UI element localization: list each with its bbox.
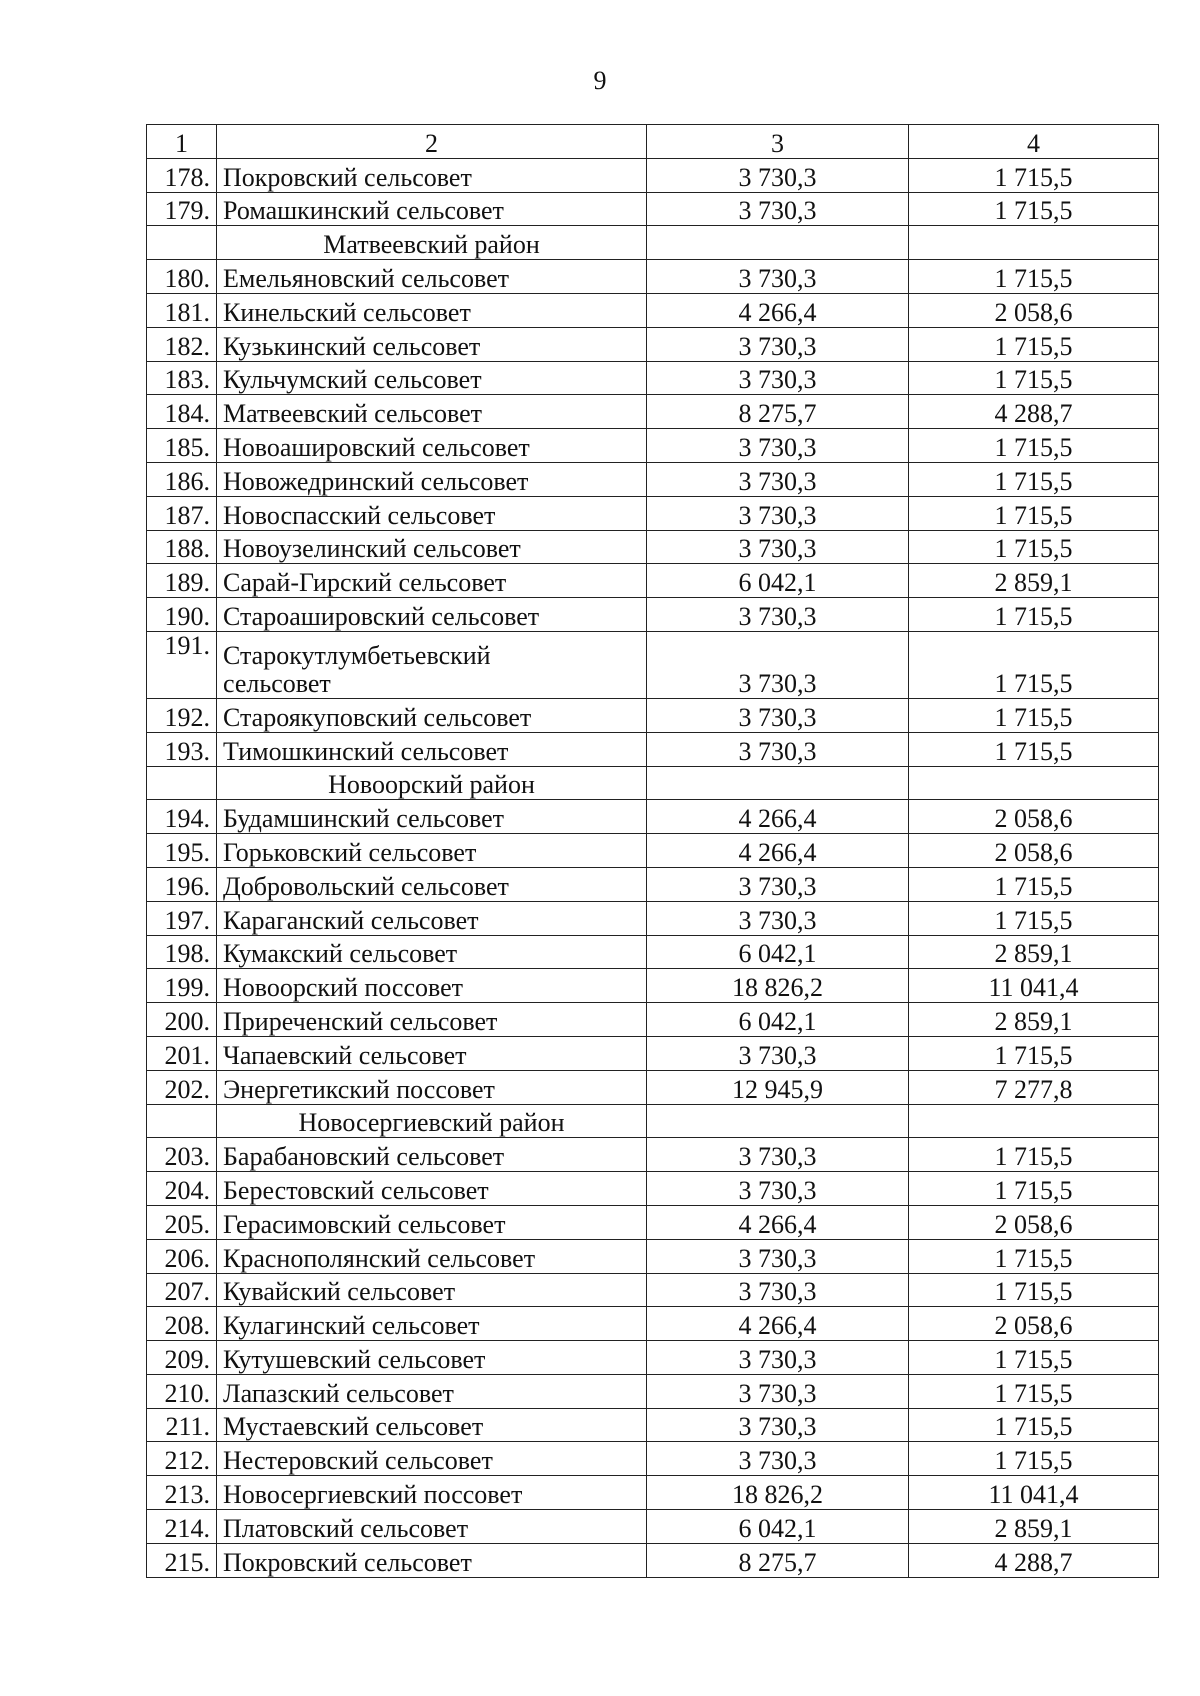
municipality-name: Кутушевский сельсовет <box>217 1341 647 1375</box>
municipality-name: Будамшинский сельсовет <box>217 800 647 834</box>
table-row <box>147 969 1159 1003</box>
row-number: 195. <box>147 834 217 868</box>
municipality-name: Приреченский сельсовет <box>217 1003 647 1037</box>
row-number: 212. <box>147 1442 217 1476</box>
table-row <box>147 1476 1159 1510</box>
table-row <box>147 631 1159 698</box>
value-col3: 3 730,3 <box>647 496 909 530</box>
municipality-name: Лапазский сельсовет <box>217 1374 647 1408</box>
value-col4: 1 715,5 <box>909 1408 1159 1442</box>
municipality-name: Староашировский сельсовет <box>217 598 647 632</box>
municipality-name: Новожедринский сельсовет <box>217 462 647 496</box>
municipality-name: Горьковский сельсовет <box>217 834 647 868</box>
value-col4: 1 715,5 <box>909 1172 1159 1206</box>
table-row <box>147 1442 1159 1476</box>
table-row <box>147 698 1159 732</box>
municipality-name: Кульчумский сельсовет <box>217 361 647 395</box>
row-number: 188. <box>147 530 217 564</box>
value-col3: 8 275,7 <box>647 395 909 429</box>
row-number: 200. <box>147 1003 217 1037</box>
municipality-name: Энергетикский поссовет <box>217 1070 647 1104</box>
table-row <box>147 1408 1159 1442</box>
row-number: 209. <box>147 1341 217 1375</box>
table-row <box>147 800 1159 834</box>
value-col4: 1 715,5 <box>909 429 1159 463</box>
district-name: Новоорский район <box>217 766 647 800</box>
row-number: 181. <box>147 293 217 327</box>
municipality-name: Покровский сельсовет <box>217 158 647 192</box>
value-col3: 3 730,3 <box>647 1036 909 1070</box>
table-row <box>147 1138 1159 1172</box>
row-number: 185. <box>147 429 217 463</box>
value-col4: 1 715,5 <box>909 631 1159 698</box>
district-header-row <box>147 226 1159 260</box>
table-row <box>147 395 1159 429</box>
row-number: 197. <box>147 901 217 935</box>
value-col4: 2 058,6 <box>909 834 1159 868</box>
value-col3: 3 730,3 <box>647 158 909 192</box>
row-number: 182. <box>147 327 217 361</box>
value-col4: 2 058,6 <box>909 800 1159 834</box>
value-col4: 1 715,5 <box>909 1036 1159 1070</box>
value-col3: 4 266,4 <box>647 1307 909 1341</box>
value-col3 <box>647 226 909 260</box>
table-row <box>147 1036 1159 1070</box>
municipality-name: Кулагинский сельсовет <box>217 1307 647 1341</box>
value-col4: 2 058,6 <box>909 1205 1159 1239</box>
row-number: 193. <box>147 732 217 766</box>
value-col4: 2 859,1 <box>909 935 1159 969</box>
municipality-name: Новоспасский сельсовет <box>217 496 647 530</box>
table-row <box>147 1070 1159 1104</box>
value-col3: 3 730,3 <box>647 1341 909 1375</box>
table-row <box>147 462 1159 496</box>
municipality-name: Кузькинский сельсовет <box>217 327 647 361</box>
column-header-3: 3 <box>647 125 909 159</box>
value-col3: 3 730,3 <box>647 1408 909 1442</box>
municipality-name: Караганский сельсовет <box>217 901 647 935</box>
allocation-table <box>146 124 1159 1578</box>
value-col3: 4 266,4 <box>647 834 909 868</box>
value-col3: 3 730,3 <box>647 361 909 395</box>
value-col3: 4 266,4 <box>647 293 909 327</box>
table-row <box>147 901 1159 935</box>
value-col4: 1 715,5 <box>909 1442 1159 1476</box>
row-number: 199. <box>147 969 217 1003</box>
value-col3: 3 730,3 <box>647 1172 909 1206</box>
municipality-name-line2: сельсовет <box>223 668 331 698</box>
row-number: 179. <box>147 192 217 226</box>
value-col3: 3 730,3 <box>647 1374 909 1408</box>
row-number: 191. <box>147 631 217 698</box>
district-header-row <box>147 766 1159 800</box>
row-number: 192. <box>147 698 217 732</box>
municipality-name: Добровольский сельсовет <box>217 867 647 901</box>
value-col3: 3 730,3 <box>647 462 909 496</box>
value-col4: 1 715,5 <box>909 1341 1159 1375</box>
value-col4: 2 859,1 <box>909 1003 1159 1037</box>
table-row <box>147 260 1159 294</box>
municipality-name: Кинельский сельсовет <box>217 293 647 327</box>
value-col4: 11 041,4 <box>909 969 1159 1003</box>
value-col3: 3 730,3 <box>647 429 909 463</box>
value-col4: 2 859,1 <box>909 564 1159 598</box>
municipality-name: Краснополянский сельсовет <box>217 1239 647 1273</box>
value-col4: 2 058,6 <box>909 1307 1159 1341</box>
municipality-name: Новосергиевский поссовет <box>217 1476 647 1510</box>
value-col3: 3 730,3 <box>647 1273 909 1307</box>
row-number: 198. <box>147 935 217 969</box>
district-name: Новосергиевский район <box>217 1104 647 1138</box>
value-col4: 11 041,4 <box>909 1476 1159 1510</box>
row-number: 180. <box>147 260 217 294</box>
value-col3: 3 730,3 <box>647 1138 909 1172</box>
value-col3: 3 730,3 <box>647 530 909 564</box>
row-number: 184. <box>147 395 217 429</box>
value-col3: 3 730,3 <box>647 631 909 698</box>
value-col3: 3 730,3 <box>647 327 909 361</box>
column-header-4: 4 <box>909 125 1159 159</box>
row-number: 187. <box>147 496 217 530</box>
municipality-name-line1: Старокутлумбетьевский <box>223 640 491 670</box>
table-row <box>147 530 1159 564</box>
value-col4 <box>909 226 1159 260</box>
value-col4: 1 715,5 <box>909 158 1159 192</box>
value-col3: 3 730,3 <box>647 1239 909 1273</box>
municipality-name: Нестеровский сельсовет <box>217 1442 647 1476</box>
value-col4: 1 715,5 <box>909 462 1159 496</box>
value-col3: 6 042,1 <box>647 1510 909 1544</box>
municipality-name <box>217 631 647 698</box>
value-col4: 4 288,7 <box>909 1543 1159 1577</box>
table-row <box>147 1307 1159 1341</box>
municipality-name: Кувайский сельсовет <box>217 1273 647 1307</box>
municipality-name: Староякуповский сельсовет <box>217 698 647 732</box>
value-col4: 1 715,5 <box>909 598 1159 632</box>
value-col4: 1 715,5 <box>909 361 1159 395</box>
district-name: Матвеевский район <box>217 226 647 260</box>
table-header-row <box>147 125 1159 159</box>
value-col3: 6 042,1 <box>647 1003 909 1037</box>
value-col3: 3 730,3 <box>647 867 909 901</box>
row-number: 183. <box>147 361 217 395</box>
municipality-name: Покровский сельсовет <box>217 1543 647 1577</box>
table-row <box>147 429 1159 463</box>
row-number: 190. <box>147 598 217 632</box>
column-header-2: 2 <box>217 125 647 159</box>
municipality-name: Берестовский сельсовет <box>217 1172 647 1206</box>
table-row <box>147 361 1159 395</box>
value-col4: 1 715,5 <box>909 1239 1159 1273</box>
municipality-name: Сарай-Гирский сельсовет <box>217 564 647 598</box>
row-number: 214. <box>147 1510 217 1544</box>
row-number: 207. <box>147 1273 217 1307</box>
row-number: 186. <box>147 462 217 496</box>
value-col4: 1 715,5 <box>909 1138 1159 1172</box>
municipality-name: Барабановский сельсовет <box>217 1138 647 1172</box>
value-col4: 1 715,5 <box>909 530 1159 564</box>
row-number: 208. <box>147 1307 217 1341</box>
municipality-name: Платовский сельсовет <box>217 1510 647 1544</box>
table-body <box>147 125 1159 1578</box>
table-row <box>147 1172 1159 1206</box>
table-row <box>147 1510 1159 1544</box>
page-number: 9 <box>593 66 607 95</box>
table-row <box>147 834 1159 868</box>
value-col4 <box>909 766 1159 800</box>
municipality-name: Герасимовский сельсовет <box>217 1205 647 1239</box>
value-col3: 3 730,3 <box>647 1442 909 1476</box>
value-col4: 1 715,5 <box>909 1374 1159 1408</box>
table-row <box>147 158 1159 192</box>
row-number: 189. <box>147 564 217 598</box>
value-col3: 4 266,4 <box>647 1205 909 1239</box>
value-col3: 12 945,9 <box>647 1070 909 1104</box>
table-row <box>147 496 1159 530</box>
table-row <box>147 1205 1159 1239</box>
value-col3: 18 826,2 <box>647 1476 909 1510</box>
value-col4: 1 715,5 <box>909 192 1159 226</box>
value-col4: 1 715,5 <box>909 1273 1159 1307</box>
table-row <box>147 1543 1159 1577</box>
table-row <box>147 867 1159 901</box>
value-col4: 2 859,1 <box>909 1510 1159 1544</box>
row-number: 205. <box>147 1205 217 1239</box>
table-row <box>147 598 1159 632</box>
row-number <box>147 766 217 800</box>
row-number: 178. <box>147 158 217 192</box>
municipality-name: Матвеевский сельсовет <box>217 395 647 429</box>
table-row <box>147 293 1159 327</box>
value-col3: 3 730,3 <box>647 698 909 732</box>
row-number: 194. <box>147 800 217 834</box>
row-number: 211. <box>147 1408 217 1442</box>
value-col4 <box>909 1104 1159 1138</box>
table-row <box>147 935 1159 969</box>
table-row <box>147 1239 1159 1273</box>
value-col4: 1 715,5 <box>909 698 1159 732</box>
value-col3: 6 042,1 <box>647 935 909 969</box>
value-col3: 3 730,3 <box>647 732 909 766</box>
table-row <box>147 1273 1159 1307</box>
row-number: 206. <box>147 1239 217 1273</box>
row-number: 210. <box>147 1374 217 1408</box>
value-col4: 7 277,8 <box>909 1070 1159 1104</box>
value-col3: 4 266,4 <box>647 800 909 834</box>
table-row <box>147 192 1159 226</box>
value-col3: 3 730,3 <box>647 260 909 294</box>
value-col4: 1 715,5 <box>909 901 1159 935</box>
row-number <box>147 226 217 260</box>
value-col3 <box>647 1104 909 1138</box>
value-col4: 1 715,5 <box>909 260 1159 294</box>
value-col4: 1 715,5 <box>909 496 1159 530</box>
value-col4: 2 058,6 <box>909 293 1159 327</box>
row-number: 201. <box>147 1036 217 1070</box>
value-col3: 6 042,1 <box>647 564 909 598</box>
municipality-name: Чапаевский сельсовет <box>217 1036 647 1070</box>
row-number <box>147 1104 217 1138</box>
municipality-name: Новоузелинский сельсовет <box>217 530 647 564</box>
row-number: 202. <box>147 1070 217 1104</box>
row-number: 204. <box>147 1172 217 1206</box>
value-col4: 1 715,5 <box>909 732 1159 766</box>
row-number: 215. <box>147 1543 217 1577</box>
municipality-name: Тимошкинский сельсовет <box>217 732 647 766</box>
table-row <box>147 1374 1159 1408</box>
row-number: 196. <box>147 867 217 901</box>
table-row <box>147 1341 1159 1375</box>
value-col4: 4 288,7 <box>909 395 1159 429</box>
table-row <box>147 732 1159 766</box>
table-row <box>147 327 1159 361</box>
value-col3: 8 275,7 <box>647 1543 909 1577</box>
municipality-name: Кумакский сельсовет <box>217 935 647 969</box>
table-row <box>147 1003 1159 1037</box>
table-row <box>147 564 1159 598</box>
value-col4: 1 715,5 <box>909 327 1159 361</box>
row-number: 203. <box>147 1138 217 1172</box>
municipality-name: Мустаевский сельсовет <box>217 1408 647 1442</box>
value-col4: 1 715,5 <box>909 867 1159 901</box>
municipality-name: Новоорский поссовет <box>217 969 647 1003</box>
district-header-row <box>147 1104 1159 1138</box>
value-col3: 3 730,3 <box>647 901 909 935</box>
column-header-1: 1 <box>147 125 217 159</box>
municipality-name: Новоашировский сельсовет <box>217 429 647 463</box>
value-col3: 18 826,2 <box>647 969 909 1003</box>
row-number: 213. <box>147 1476 217 1510</box>
value-col3: 3 730,3 <box>647 192 909 226</box>
value-col3 <box>647 766 909 800</box>
municipality-name: Емельяновский сельсовет <box>217 260 647 294</box>
value-col3: 3 730,3 <box>647 598 909 632</box>
municipality-name: Ромашкинский сельсовет <box>217 192 647 226</box>
